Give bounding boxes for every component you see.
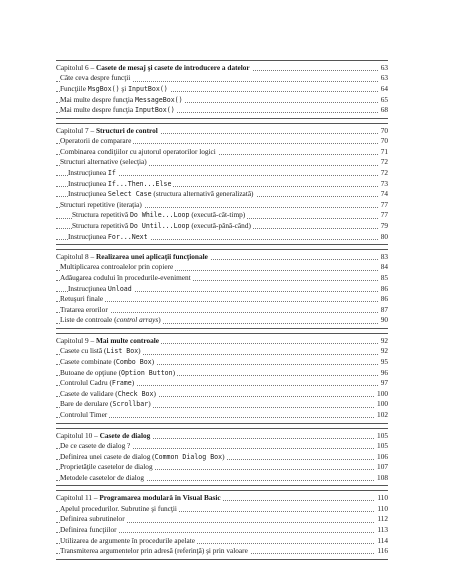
page-number: 90 bbox=[380, 315, 388, 325]
entry-text: ) bbox=[151, 357, 155, 367]
code-term: Combo Box bbox=[115, 358, 152, 367]
entry-title bbox=[60, 357, 156, 366]
page-number: 86 bbox=[380, 294, 388, 304]
chapter-heading bbox=[56, 492, 388, 503]
code-term: InputBox() bbox=[134, 106, 175, 115]
code-term: Option Button bbox=[121, 368, 173, 377]
toc-entry bbox=[56, 368, 388, 379]
entry-title bbox=[60, 462, 155, 471]
entry-text: Tratarea erorilor bbox=[60, 304, 108, 314]
page-number: 85 bbox=[380, 273, 388, 283]
toc-entry bbox=[56, 525, 388, 536]
chapter-title bbox=[56, 63, 252, 72]
toc-entry bbox=[56, 536, 388, 547]
toc-entry bbox=[56, 514, 388, 525]
page-number: 86 bbox=[380, 283, 388, 293]
chapter-title bbox=[56, 493, 223, 502]
code-term: Check Box bbox=[117, 389, 154, 398]
toc-entry bbox=[56, 346, 388, 357]
chapter-name: Structuri de control bbox=[95, 125, 158, 135]
toc-entry bbox=[56, 95, 388, 106]
entry-text: Combinarea condiţiilor cu ajutorul operatorilor logici bbox=[60, 146, 216, 156]
chapter-top-rule bbox=[56, 60, 388, 61]
entry-title bbox=[60, 200, 144, 209]
page-number: 68 bbox=[380, 105, 388, 115]
chapter-name: Programarea modulară în Visual Basic bbox=[99, 493, 221, 503]
chapter-heading bbox=[56, 125, 388, 136]
entry-text: Mai multe despre funcţia bbox=[60, 105, 135, 115]
entry-text: Instrucţiunea bbox=[68, 167, 108, 177]
chapter-heading bbox=[56, 62, 388, 73]
page-number: 105 bbox=[377, 440, 388, 450]
toc-entry bbox=[56, 189, 388, 200]
toc-entry bbox=[56, 462, 388, 473]
toc-entry bbox=[56, 221, 388, 232]
entry-title bbox=[60, 273, 193, 282]
entry-text: Câte ceva despre funcţii bbox=[60, 73, 131, 83]
entry-text: ) bbox=[158, 315, 161, 325]
code-term: MessageBox() bbox=[134, 95, 183, 104]
entry-text: (execută-cât-timp) bbox=[189, 210, 246, 220]
chapter-block bbox=[56, 60, 388, 119]
entry-title bbox=[60, 514, 127, 523]
chapter-name: Casete de mesaj şi casete de introducere a datelor bbox=[95, 63, 250, 72]
entry-text: Definirea subrutinelor bbox=[60, 514, 125, 524]
chapter-label: Capitolul 11 – bbox=[56, 493, 100, 503]
chapter-name: Realizarea unei aplicaţii funcţionale bbox=[95, 252, 208, 262]
chapter-label: Capitolul 9 – bbox=[56, 336, 96, 346]
entry-title bbox=[60, 399, 153, 408]
code-term: Do Until...Loop bbox=[129, 221, 190, 230]
page-number: 100 bbox=[377, 388, 388, 398]
page-number: 84 bbox=[380, 262, 388, 272]
entry-text: (execută-până-când) bbox=[189, 220, 251, 230]
page-number: 70 bbox=[380, 136, 388, 146]
toc-entry bbox=[56, 73, 388, 84]
entry-text: Adăugarea codului în procedurile-eveniment bbox=[60, 273, 191, 283]
code-term: If...Then...Else bbox=[107, 179, 172, 188]
toc-entry bbox=[56, 357, 388, 368]
toc-entry bbox=[56, 284, 388, 295]
toc-entry bbox=[56, 232, 388, 243]
entry-text: Definirea unei casete de dialog ( bbox=[60, 451, 155, 461]
toc-entry bbox=[56, 441, 388, 452]
entry-title bbox=[72, 210, 247, 219]
chapter-bottom-rule bbox=[56, 485, 388, 486]
entry-text: Structura repetitivă bbox=[72, 210, 130, 220]
chapter-block bbox=[56, 428, 388, 487]
entry-text: Controlul Cadru ( bbox=[60, 378, 112, 388]
chapter-heading bbox=[56, 430, 388, 441]
entry-title bbox=[60, 95, 185, 104]
toc-entry bbox=[56, 378, 388, 389]
toc-entry bbox=[56, 410, 388, 421]
chapter-bottom-rule bbox=[56, 328, 388, 329]
entry-text: ) bbox=[172, 367, 176, 377]
page-number: 63 bbox=[380, 63, 388, 72]
chapter-block bbox=[56, 490, 388, 559]
chapter-top-rule bbox=[56, 428, 388, 429]
entry-title bbox=[60, 73, 132, 82]
chapter-title bbox=[56, 126, 160, 135]
entry-text: Liste de controale ( bbox=[60, 315, 117, 325]
page-number: 79 bbox=[380, 220, 388, 230]
toc-entry bbox=[56, 262, 388, 273]
page-number: 72 bbox=[380, 157, 388, 167]
entry-title bbox=[60, 410, 109, 419]
page-number: 112 bbox=[377, 514, 388, 524]
entry-text: ) bbox=[131, 378, 135, 388]
code-term: Do While...Loop bbox=[129, 211, 190, 220]
entry-text: Structuri alternative (selecţia) bbox=[60, 157, 147, 167]
entry-text: Multiplicarea controalelor prin copiere bbox=[60, 262, 174, 272]
entry-title bbox=[60, 473, 146, 482]
chapter-name: Mai multe controale bbox=[95, 336, 160, 346]
code-term: Scrollbar bbox=[112, 400, 149, 409]
entry-text: Transmiterea argumentelor prin adresă (referinţă) şi prin valoare bbox=[60, 546, 248, 556]
toc-entry bbox=[56, 315, 388, 326]
code-term: Frame bbox=[111, 379, 132, 388]
toc-entry bbox=[56, 399, 388, 410]
page-number: 102 bbox=[377, 410, 388, 419]
entry-title bbox=[68, 179, 173, 188]
page-number: 106 bbox=[377, 451, 388, 461]
page-number: 64 bbox=[380, 83, 388, 93]
entry-text: De ce casete de dialog ? bbox=[60, 440, 131, 450]
chapter-top-rule bbox=[56, 249, 388, 250]
entry-text: ) bbox=[153, 388, 156, 398]
page-number: 105 bbox=[377, 430, 388, 440]
entry-title bbox=[60, 105, 177, 114]
entry-text: Instrucţiunea bbox=[68, 283, 108, 293]
chapter-block bbox=[56, 249, 388, 329]
page-number: 87 bbox=[380, 304, 388, 314]
entry-text: Funcţiile bbox=[60, 83, 88, 93]
toc-entry bbox=[56, 157, 388, 168]
table-of-contents bbox=[56, 60, 388, 564]
page-number: 107 bbox=[377, 462, 388, 472]
entry-text: şi bbox=[119, 83, 129, 93]
chapter-label: Capitolul 6 – bbox=[56, 63, 96, 72]
entry-title bbox=[60, 84, 170, 93]
chapter-name: Casete de dialog bbox=[99, 430, 151, 440]
entry-title bbox=[60, 441, 132, 450]
page-number: 92 bbox=[380, 346, 388, 356]
page-number: 110 bbox=[377, 503, 388, 513]
chapter-title bbox=[56, 252, 210, 261]
page-number: 83 bbox=[380, 252, 388, 262]
entry-title bbox=[60, 294, 105, 303]
entry-text: ) bbox=[148, 399, 151, 409]
entry-text: Apelul procedurilor. Subrutine şi funcţii bbox=[60, 503, 177, 513]
entry-title bbox=[68, 189, 256, 198]
chapter-block bbox=[56, 333, 388, 424]
entry-title bbox=[60, 147, 218, 156]
chapter-bottom-rule bbox=[56, 423, 388, 424]
code-term: InputBox() bbox=[128, 84, 168, 93]
entry-text: Definirea funcţiilor bbox=[60, 524, 117, 534]
entry-text: Instrucţiunea bbox=[68, 231, 108, 241]
page-number: 71 bbox=[380, 146, 388, 156]
page-number: 72 bbox=[380, 167, 388, 177]
chapter-top-rule bbox=[56, 490, 388, 491]
entry-title bbox=[60, 525, 119, 534]
entry-title bbox=[60, 136, 133, 145]
entry-text: Structura repetitivă bbox=[72, 220, 130, 230]
entry-title bbox=[60, 378, 136, 387]
toc-entry bbox=[56, 168, 388, 179]
entry-text: Operatorii de comparare bbox=[60, 136, 132, 146]
page-number: 100 bbox=[377, 399, 388, 409]
entry-title bbox=[60, 389, 158, 398]
page-number: 80 bbox=[380, 231, 388, 241]
entry-title bbox=[60, 157, 149, 166]
entry-text: Instrucţiunea bbox=[68, 189, 108, 199]
entry-text: ) bbox=[138, 346, 141, 356]
entry-text: Proprietăţile casetelor de dialog bbox=[60, 462, 153, 472]
toc-entry bbox=[56, 105, 388, 116]
chapter-label: Capitolul 10 – bbox=[56, 430, 100, 440]
entry-title bbox=[60, 305, 110, 314]
entry-text: Metodele casetelor de dialog bbox=[60, 472, 145, 482]
page-number: 96 bbox=[380, 367, 388, 377]
entry-text: ) bbox=[222, 451, 225, 461]
chapter-title bbox=[56, 431, 152, 440]
entry-text: Utilizarea de argumente în procedurile apelate bbox=[60, 535, 195, 545]
entry-text: Controlul Timer bbox=[60, 410, 108, 419]
chapter-label: Capitolul 8 – bbox=[56, 252, 96, 262]
code-term: For...Next bbox=[107, 232, 148, 241]
page-number: 73 bbox=[380, 178, 388, 188]
code-term: If bbox=[107, 168, 116, 177]
entry-title bbox=[60, 546, 250, 555]
toc-entry bbox=[56, 389, 388, 400]
toc-entry bbox=[56, 200, 388, 211]
entry-title bbox=[72, 221, 253, 230]
code-term: Select Case bbox=[107, 190, 152, 199]
entry-text: Structuri repetitive (iteraţia) bbox=[60, 199, 142, 209]
entry-title bbox=[60, 452, 227, 461]
chapter-heading bbox=[56, 335, 388, 346]
page-number: 97 bbox=[380, 378, 388, 388]
toc-entry bbox=[56, 273, 388, 284]
chapter-block bbox=[56, 123, 388, 245]
page-number: 113 bbox=[377, 524, 388, 534]
dot-leader bbox=[56, 301, 388, 302]
entry-title bbox=[60, 536, 197, 545]
code-term: MsgBox() bbox=[87, 84, 120, 93]
toc-entry bbox=[56, 452, 388, 463]
toc-entry bbox=[56, 504, 388, 515]
toc-entry bbox=[56, 546, 388, 557]
code-term: Unload bbox=[107, 284, 132, 293]
page-number: 70 bbox=[380, 125, 388, 135]
entry-text: Casete cu listă ( bbox=[60, 346, 107, 356]
entry-text: Retuşuri finale bbox=[60, 294, 104, 304]
entry-text: Butoane de opţiune ( bbox=[60, 367, 121, 377]
toc-entry bbox=[56, 305, 388, 316]
chapter-title bbox=[56, 336, 161, 345]
entry-title bbox=[68, 284, 134, 293]
chapter-label: Capitolul 7 – bbox=[56, 125, 96, 135]
code-term: List Box bbox=[106, 347, 139, 356]
entry-text: Bare de derulare ( bbox=[60, 399, 113, 409]
page-number: 65 bbox=[380, 94, 388, 104]
page-number: 74 bbox=[380, 189, 388, 199]
page-number: 77 bbox=[380, 210, 388, 220]
entry-title bbox=[60, 346, 143, 355]
toc-entry bbox=[56, 147, 388, 158]
toc-entry bbox=[56, 210, 388, 221]
entry-title bbox=[60, 262, 175, 271]
toc-entry bbox=[56, 136, 388, 147]
entry-text: (structura alternativă generalizată) bbox=[151, 189, 254, 199]
entry-text: control arrays bbox=[116, 315, 159, 325]
chapter-bottom-rule bbox=[56, 118, 388, 119]
page-number: 95 bbox=[380, 357, 388, 367]
chapter-top-rule bbox=[56, 333, 388, 334]
toc-entry bbox=[56, 294, 388, 305]
entry-title bbox=[60, 504, 179, 513]
code-term: Common Dialog Box bbox=[154, 452, 223, 461]
entry-text: Mai multe despre funcţia bbox=[60, 94, 135, 104]
entry-title bbox=[68, 232, 150, 241]
chapter-bottom-rule bbox=[56, 559, 388, 560]
page-number: 63 bbox=[380, 73, 388, 83]
page-number: 108 bbox=[377, 472, 388, 482]
toc-entry bbox=[56, 473, 388, 484]
page-number: 77 bbox=[380, 199, 388, 209]
page-number: 116 bbox=[377, 546, 388, 556]
page-number: 110 bbox=[377, 493, 388, 503]
toc-entry bbox=[56, 179, 388, 190]
chapter-top-rule bbox=[56, 123, 388, 124]
chapter-heading bbox=[56, 251, 388, 262]
entry-text: Instrucţiunea bbox=[68, 178, 108, 188]
entry-title bbox=[68, 168, 118, 177]
toc-entry bbox=[56, 84, 388, 95]
entry-title bbox=[60, 368, 177, 377]
page-number: 114 bbox=[377, 535, 388, 545]
entry-text: Casete de validare ( bbox=[60, 388, 118, 398]
entry-text: Casete combinate ( bbox=[60, 357, 116, 367]
chapter-bottom-rule bbox=[56, 244, 388, 245]
entry-title bbox=[60, 315, 163, 324]
page-number: 92 bbox=[380, 336, 388, 346]
